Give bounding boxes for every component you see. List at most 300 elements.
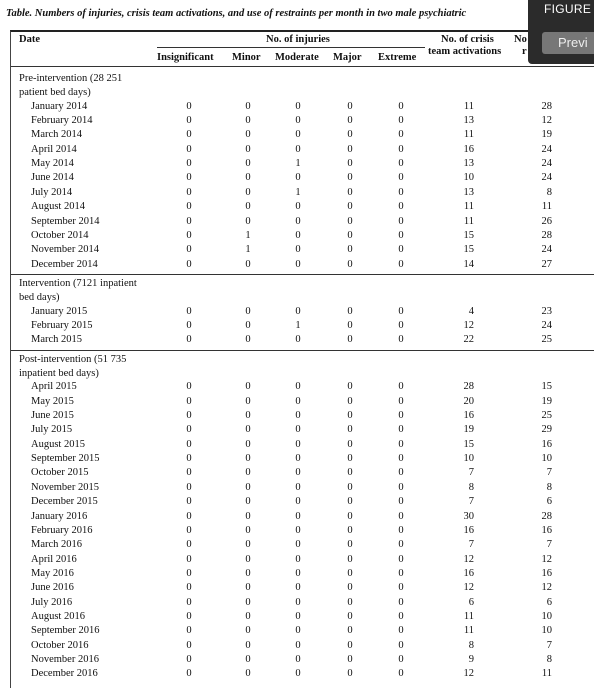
injury-cell: 0 [245,539,251,551]
col-header-minor: Minor [232,52,261,63]
injury-cell: 0 [186,143,192,155]
restraints-cell: 12 [541,582,552,594]
crisis-cell: 15 [463,229,474,241]
injury-cell: 0 [347,143,353,155]
col-header-insignificant: Insignificant [157,52,214,63]
injury-cell: 0 [347,100,353,112]
crisis-cell: 12 [463,553,474,565]
col-header-restraints-l1: No [514,34,527,45]
injury-cell: 0 [398,172,404,184]
injury-cell: 0 [347,229,353,241]
row-date: August 2015 [31,438,85,450]
restraints-cell: 16 [541,438,552,450]
crisis-cell: 28 [463,381,474,393]
injuries-group-rule [157,47,425,48]
crisis-cell: 12 [463,319,474,331]
injury-cell: 0 [295,668,301,680]
injury-cell: 0 [186,158,192,170]
injury-cell: 0 [295,115,301,127]
injury-cell: 0 [295,453,301,465]
injury-cell: 0 [295,639,301,651]
injury-cell: 0 [398,258,404,270]
crisis-cell: 8 [468,481,474,493]
injury-cell: 0 [398,567,404,579]
injury-cell: 0 [398,668,404,680]
injury-cell: 0 [347,524,353,536]
row-date: February 2016 [31,524,93,536]
crisis-cell: 7 [468,467,474,479]
injury-cell: 0 [245,610,251,622]
injury-cell: 0 [186,654,192,665]
injury-cell: 1 [245,229,251,241]
injury-cell: 0 [295,381,301,393]
figure-label: FIGURE [544,2,592,16]
injury-cell: 0 [398,334,404,346]
injury-cell: 0 [245,129,251,141]
injury-cell: 0 [398,481,404,493]
col-header-moderate: Moderate [275,52,319,63]
injury-cell: 0 [347,115,353,127]
crisis-cell: 16 [463,410,474,422]
row-date: December 2015 [31,496,98,508]
injury-cell: 0 [347,654,353,665]
crisis-cell: 13 [463,158,474,170]
injury-cell: 0 [347,582,353,594]
restraints-cell: 24 [541,158,552,170]
injury-cell: 0 [398,381,404,393]
crisis-cell: 13 [463,115,474,127]
crisis-cell: 15 [463,438,474,450]
injury-cell: 0 [245,553,251,565]
injury-cell: 0 [295,201,301,213]
injury-cell: 0 [295,172,301,184]
injury-cell: 0 [245,453,251,465]
crisis-cell: 6 [468,596,474,608]
col-group-injuries: No. of injuries [266,34,330,45]
injury-cell: 0 [186,438,192,450]
injury-cell: 0 [398,305,404,317]
row-date: November 2015 [31,481,99,493]
injury-cell: 0 [347,424,353,436]
injury-cell: 0 [398,582,404,594]
injury-cell: 0 [245,424,251,436]
section-rule [11,350,594,351]
injury-cell: 0 [186,524,192,536]
col-header-crisis-l1: No. of crisis [441,34,494,45]
row-date: February 2015 [31,319,93,331]
injury-cell: 0 [398,158,404,170]
restraints-cell: 26 [541,215,552,227]
injury-cell: 0 [295,539,301,551]
injury-cell: 0 [347,172,353,184]
restraints-cell: 6 [546,596,552,608]
injury-cell: 0 [295,129,301,141]
injury-cell: 0 [347,305,353,317]
injury-cell: 0 [398,143,404,155]
col-header-major: Major [333,52,362,63]
restraints-cell: 16 [541,524,552,536]
restraints-cell: 15 [541,381,552,393]
injury-cell: 0 [186,453,192,465]
section-label: inpatient bed days) [19,368,99,379]
injury-cell: 0 [245,319,251,331]
injury-cell: 0 [398,610,404,622]
crisis-cell: 22 [463,334,474,346]
injury-cell: 0 [186,381,192,393]
injury-cell: 0 [186,496,192,508]
crisis-cell: 11 [463,129,474,141]
table-caption: Table. Numbers of injuries, crisis team activations, and use of restraints per month in two male psychiatric [6,8,467,19]
injury-cell: 0 [295,334,301,346]
crisis-cell: 12 [463,582,474,594]
injury-cell: 0 [295,467,301,479]
restraints-cell: 6 [546,496,552,508]
row-date: August 2014 [31,201,85,213]
injury-cell: 0 [186,305,192,317]
injury-cell: 0 [398,395,404,407]
injury-cell: 0 [186,258,192,270]
injury-cell: 0 [347,158,353,170]
row-date: October 2016 [31,639,89,651]
row-date: November 2014 [31,244,99,256]
row-date: January 2015 [31,305,88,317]
injury-cell: 0 [347,129,353,141]
preview-button[interactable]: Previ [542,32,594,54]
restraints-cell: 25 [541,410,552,422]
crisis-cell: 4 [468,305,474,317]
injury-cell: 0 [398,453,404,465]
row-date: March 2016 [31,539,83,551]
injury-cell: 0 [295,410,301,422]
injury-cell: 0 [186,201,192,213]
injury-cell: 0 [295,553,301,565]
injury-cell: 0 [347,639,353,651]
injury-cell: 0 [186,215,192,227]
injury-cell: 0 [186,172,192,184]
injury-cell: 0 [186,100,192,112]
injury-cell: 0 [398,596,404,608]
injury-cell: 1 [295,319,301,331]
crisis-cell: 8 [468,639,474,651]
injury-cell: 0 [347,553,353,565]
injury-cell: 0 [186,553,192,565]
row-date: June 2015 [31,410,74,422]
row-date: July 2014 [31,186,73,198]
injury-cell: 0 [245,567,251,579]
restraints-cell: 27 [541,258,552,270]
injury-cell: 0 [295,229,301,241]
row-date: May 2015 [31,395,74,407]
restraints-cell: 16 [541,567,552,579]
row-date: July 2016 [31,596,73,608]
crisis-cell: 30 [463,510,474,522]
injury-cell: 0 [295,510,301,522]
restraints-cell: 12 [541,553,552,565]
injury-cell: 0 [245,481,251,493]
injury-cell: 0 [295,582,301,594]
injury-cell: 0 [186,410,192,422]
section-label: Pre-intervention (28 251 [19,73,123,84]
row-date: April 2016 [31,553,77,565]
crisis-cell: 10 [463,172,474,184]
injury-cell: 0 [245,395,251,407]
injury-cell: 0 [245,158,251,170]
injury-cell: 0 [347,625,353,637]
injury-cell: 0 [398,467,404,479]
row-date: February 2014 [31,115,93,127]
injury-cell: 0 [398,639,404,651]
injury-cell: 1 [295,158,301,170]
injury-cell: 0 [186,395,192,407]
row-date: October 2015 [31,467,89,479]
restraints-cell: 28 [541,100,552,112]
row-date: November 2016 [31,654,99,665]
crisis-cell: 16 [463,143,474,155]
row-date: January 2016 [31,510,88,522]
injury-cell: 0 [245,625,251,637]
injury-cell: 0 [347,539,353,551]
injury-cell: 0 [245,305,251,317]
injury-cell: 0 [398,319,404,331]
injury-cell: 0 [398,186,404,198]
injury-cell: 0 [245,381,251,393]
restraints-cell: 19 [541,395,552,407]
injury-cell: 0 [347,481,353,493]
crisis-cell: 13 [463,186,474,198]
restraints-cell: 10 [541,453,552,465]
injury-cell: 0 [398,438,404,450]
crisis-cell: 7 [468,539,474,551]
injury-cell: 0 [347,258,353,270]
injury-cell: 0 [347,510,353,522]
restraints-cell: 10 [541,610,552,622]
row-date: May 2016 [31,567,74,579]
crisis-cell: 11 [463,610,474,622]
crisis-cell: 10 [463,453,474,465]
restraints-cell: 24 [541,143,552,155]
injury-cell: 0 [347,395,353,407]
restraints-cell: 19 [541,129,552,141]
restraints-cell: 28 [541,510,552,522]
injury-cell: 0 [398,553,404,565]
row-date: October 2014 [31,229,89,241]
injury-cell: 0 [295,100,301,112]
injury-cell: 0 [186,567,192,579]
injury-cell: 0 [245,438,251,450]
row-date: December 2014 [31,258,98,270]
injury-cell: 0 [186,539,192,551]
injury-cell: 0 [347,410,353,422]
injury-cell: 0 [398,129,404,141]
injury-cell: 0 [347,244,353,256]
injury-cell: 0 [245,201,251,213]
crisis-cell: 12 [463,668,474,680]
crisis-cell: 7 [468,496,474,508]
restraints-cell: 7 [546,539,552,551]
injury-cell: 0 [245,215,251,227]
injury-cell: 0 [295,305,301,317]
injury-cell: 0 [398,201,404,213]
injury-cell: 0 [398,496,404,508]
row-date: September 2014 [31,215,100,227]
restraints-cell: 7 [546,639,552,651]
crisis-cell: 11 [463,201,474,213]
injury-cell: 0 [295,215,301,227]
injury-cell: 0 [295,654,301,665]
injury-cell: 0 [347,610,353,622]
restraints-cell: 24 [541,172,552,184]
injury-cell: 0 [245,334,251,346]
restraints-cell: 29 [541,424,552,436]
injury-cell: 0 [347,438,353,450]
header-rule [11,66,594,67]
section-rule [11,274,594,275]
crisis-cell: 19 [463,424,474,436]
injury-cell: 0 [245,654,251,665]
restraints-cell: 24 [541,244,552,256]
crisis-cell: 16 [463,567,474,579]
injury-cell: 0 [245,524,251,536]
restraints-cell: 11 [541,668,552,680]
injury-cell: 0 [295,395,301,407]
injury-cell: 0 [347,186,353,198]
injury-cell: 0 [295,610,301,622]
restraints-cell: 8 [546,186,552,198]
restraints-cell: 10 [541,625,552,637]
col-header-restraints-l2: r [522,46,527,57]
crisis-cell: 15 [463,244,474,256]
injury-cell: 0 [245,668,251,680]
crisis-cell: 9 [468,654,474,665]
restraints-cell: 24 [541,319,552,331]
injury-cell: 0 [295,424,301,436]
injury-cell: 0 [295,244,301,256]
row-date: January 2014 [31,100,88,112]
injury-cell: 0 [398,100,404,112]
injury-cell: 0 [295,481,301,493]
injury-cell: 0 [186,596,192,608]
injury-cell: 0 [398,115,404,127]
crisis-cell: 14 [463,258,474,270]
injury-cell: 0 [398,524,404,536]
restraints-cell: 23 [541,305,552,317]
injury-cell: 0 [186,424,192,436]
injury-cell: 0 [295,625,301,637]
injury-cell: 0 [186,481,192,493]
injury-cell: 0 [245,639,251,651]
injury-cell: 1 [295,186,301,198]
row-date: August 2016 [31,610,85,622]
injury-cell: 0 [398,229,404,241]
row-date: March 2015 [31,334,83,346]
injury-cell: 0 [347,668,353,680]
row-date: April 2014 [31,143,77,155]
injury-cell: 0 [245,100,251,112]
injury-cell: 0 [186,668,192,680]
row-date: September 2016 [31,625,100,637]
injury-cell: 0 [245,596,251,608]
injury-cell: 0 [245,467,251,479]
injury-cell: 0 [186,610,192,622]
injury-cell: 0 [186,582,192,594]
injury-cell: 0 [398,654,404,665]
injury-cell: 0 [347,319,353,331]
injury-cell: 0 [347,467,353,479]
restraints-cell: 8 [546,654,552,665]
row-date: June 2016 [31,582,74,594]
col-header-extreme: Extreme [378,52,417,63]
row-date: June 2014 [31,172,74,184]
injury-cell: 0 [245,410,251,422]
injury-cell: 0 [245,582,251,594]
crisis-cell: 11 [463,100,474,112]
injury-cell: 0 [186,115,192,127]
injury-cell: 0 [245,172,251,184]
injury-cell: 0 [347,596,353,608]
figure-overlay-panel [528,0,594,64]
injury-cell: 0 [347,381,353,393]
section-label: bed days) [19,292,60,304]
restraints-cell: 25 [541,334,552,346]
injury-cell: 0 [398,510,404,522]
row-date: July 2015 [31,424,73,436]
crisis-cell: 11 [463,215,474,227]
injury-cell: 1 [245,244,251,256]
injury-cell: 0 [186,639,192,651]
injury-cell: 0 [245,143,251,155]
injury-cell: 0 [295,143,301,155]
col-header-crisis-l2: team activations [428,46,502,57]
injury-cell: 0 [245,186,251,198]
data-table [10,30,594,688]
row-date: April 2015 [31,381,77,393]
injury-cell: 0 [347,496,353,508]
col-header-date: Date [19,34,40,45]
row-date: September 2015 [31,453,100,465]
section-label: Intervention (7121 inpatient [19,277,137,289]
injury-cell: 0 [398,625,404,637]
injury-cell: 0 [295,496,301,508]
injury-cell: 0 [186,467,192,479]
restraints-cell: 8 [546,481,552,493]
row-date: May 2014 [31,158,74,170]
row-date: March 2014 [31,129,83,141]
crisis-cell: 20 [463,395,474,407]
restraints-cell: 28 [541,229,552,241]
crisis-cell: 11 [463,625,474,637]
injury-cell: 0 [295,567,301,579]
injury-cell: 0 [398,215,404,227]
injury-cell: 0 [245,115,251,127]
restraints-cell: 11 [541,201,552,213]
injury-cell: 0 [186,229,192,241]
injury-cell: 0 [347,453,353,465]
section-label: Post-intervention (51 735 [19,353,127,365]
injury-cell: 0 [186,186,192,198]
restraints-cell: 12 [541,115,552,127]
injury-cell: 0 [245,258,251,270]
injury-cell: 0 [295,438,301,450]
injury-cell: 0 [347,334,353,346]
row-date: December 2016 [31,668,98,680]
injury-cell: 0 [186,129,192,141]
section-label: patient bed days) [19,87,91,99]
injury-cell: 0 [398,244,404,256]
crisis-cell: 16 [463,524,474,536]
injury-cell: 0 [398,424,404,436]
injury-cell: 0 [245,496,251,508]
injury-cell: 0 [186,244,192,256]
